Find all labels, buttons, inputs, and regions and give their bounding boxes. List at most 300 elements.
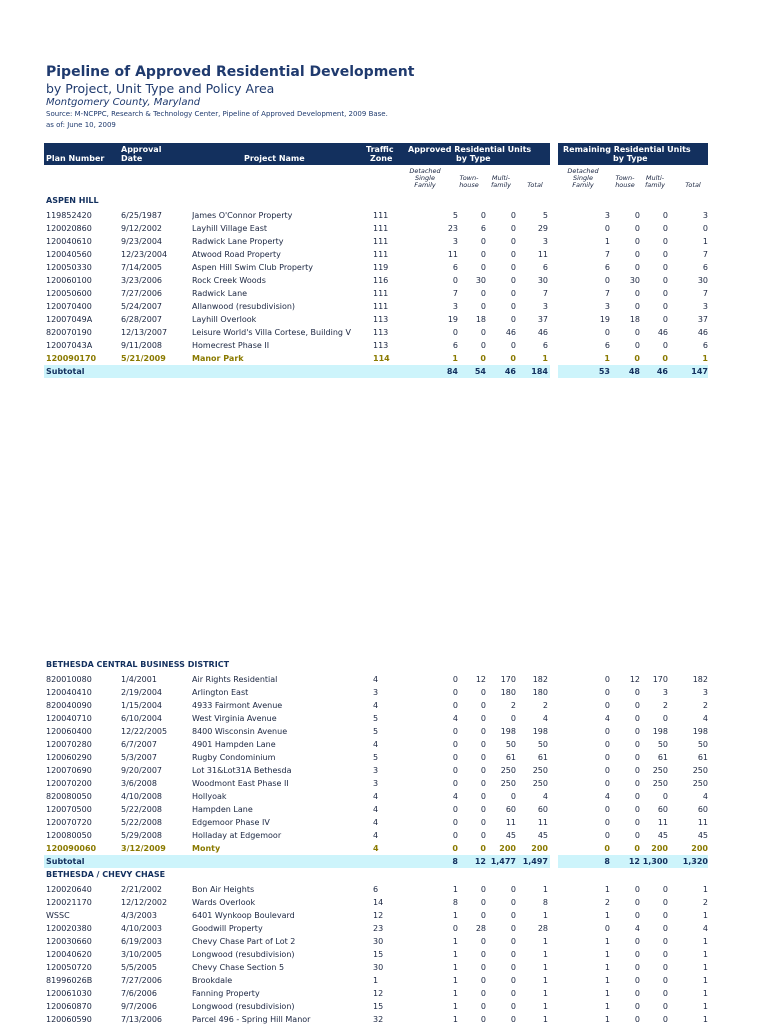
project-name: Radwick Lane <box>192 289 248 298</box>
approved-units-cell: 0 <box>452 818 458 827</box>
approved-units-cell: 45 <box>537 831 548 840</box>
project-name: Edgemoor Phase IV <box>192 818 270 827</box>
remaining-units-cell: 200 <box>691 844 708 853</box>
approved-units-cell: 0 <box>480 354 486 363</box>
approval-date: 3/12/2009 <box>121 844 166 853</box>
approved-units-cell: 250 <box>532 779 548 788</box>
approved-units-cell: 1 <box>542 989 548 998</box>
approved-units-cell: 0 <box>480 1002 486 1011</box>
remaining-units-cell: 0 <box>662 950 668 959</box>
remaining-units-cell: 170 <box>652 675 668 684</box>
approved-units-cell: 0 <box>510 898 516 907</box>
approved-units-cell: 0 <box>510 341 516 350</box>
plan-number: 120090170 <box>46 354 97 363</box>
subhdr-multi-1: Multi- <box>491 174 511 182</box>
project-name: Bon Air Heights <box>192 885 255 894</box>
remaining-units-cell: 7 <box>702 250 708 259</box>
project-name: Atwood Road Property <box>192 250 281 259</box>
traffic-zone: 30 <box>373 963 384 972</box>
remaining-units-cell: 0 <box>662 963 668 972</box>
approved-units-cell: 1 <box>452 1002 458 1011</box>
remaining-units-cell: 0 <box>662 898 668 907</box>
traffic-zone: 4 <box>373 844 379 853</box>
approved-units-cell: 0 <box>480 727 486 736</box>
table-row <box>44 883 708 896</box>
traffic-zone: 3 <box>373 688 379 697</box>
remaining-units-cell: 0 <box>662 911 668 920</box>
approved-units-cell: 0 <box>480 237 486 246</box>
plan-number: 120021170 <box>46 898 92 907</box>
remaining-units-cell: 0 <box>634 688 640 697</box>
plan-number: 120060590 <box>46 1015 92 1024</box>
remaining-units-cell: 0 <box>634 237 640 246</box>
approved-units-cell: 0 <box>452 675 458 684</box>
remaining-units-cell: 1 <box>702 237 708 246</box>
approval-date: 7/27/2006 <box>121 976 163 985</box>
approved-units-cell: 4 <box>542 714 548 723</box>
approved-units-cell: 0 <box>510 885 516 894</box>
approval-date: 6/19/2003 <box>121 937 163 946</box>
remaining-units-cell: 0 <box>604 224 610 233</box>
remaining-units-cell: 1 <box>604 976 610 985</box>
header-approved-2: by Type <box>456 154 491 163</box>
approved-units-cell: 0 <box>452 831 458 840</box>
plan-number: 120050330 <box>46 263 92 272</box>
traffic-zone: 116 <box>373 276 389 285</box>
approval-date: 3/6/2008 <box>121 779 157 788</box>
approved-units-cell: 0 <box>480 844 486 853</box>
remaining-units-cell: 0 <box>604 328 610 337</box>
remaining-units-cell: 1 <box>604 963 610 972</box>
remaining-units-cell: 0 <box>634 963 640 972</box>
traffic-zone: 111 <box>373 237 389 246</box>
traffic-zone: 30 <box>373 937 384 946</box>
subhdr-r-detached-2: Single <box>573 174 593 182</box>
approved-units-cell: 0 <box>510 1015 516 1024</box>
approved-units-cell: 30 <box>537 276 548 285</box>
table-row <box>44 300 708 313</box>
remaining-units-cell: 0 <box>604 701 610 710</box>
approval-date: 3/10/2005 <box>121 950 163 959</box>
remaining-units-cell: 0 <box>634 805 640 814</box>
project-name: Goodwill Property <box>192 924 263 933</box>
subtotal-remaining-cell: 53 <box>598 367 610 376</box>
plan-number: 120070500 <box>46 805 92 814</box>
remaining-units-cell: 0 <box>634 766 640 775</box>
report-county: Montgomery County, Maryland <box>46 97 201 108</box>
remaining-units-cell: 0 <box>634 328 640 337</box>
remaining-units-cell: 0 <box>604 924 610 933</box>
approval-date: 2/21/2002 <box>121 885 163 894</box>
approved-units-cell: 11 <box>447 250 458 259</box>
remaining-units-cell: 3 <box>702 211 708 220</box>
approval-date: 1/15/2004 <box>121 701 163 710</box>
plan-number: 120020640 <box>46 885 92 894</box>
approval-date: 7/14/2005 <box>121 263 163 272</box>
traffic-zone: 15 <box>373 950 384 959</box>
subtotal-remaining-cell: 1,320 <box>682 857 708 866</box>
traffic-zone: 4 <box>373 831 379 840</box>
remaining-units-cell: 3 <box>662 688 668 697</box>
approved-units-cell: 0 <box>510 263 516 272</box>
header-remaining-2: by Type <box>613 154 648 163</box>
table-row <box>44 287 708 300</box>
remaining-units-cell: 0 <box>634 714 640 723</box>
remaining-units-cell: 37 <box>697 315 708 324</box>
remaining-units-cell: 0 <box>604 688 610 697</box>
approved-units-cell: 28 <box>475 924 486 933</box>
approved-units-cell: 198 <box>500 727 516 736</box>
project-name: Arlington East <box>192 688 249 697</box>
table-row <box>44 922 708 935</box>
approved-units-cell: 1 <box>452 911 458 920</box>
approval-date: 5/22/2008 <box>121 805 163 814</box>
remaining-units-cell: 0 <box>662 354 668 363</box>
approved-units-cell: 0 <box>480 976 486 985</box>
project-name: Layhill Village East <box>192 224 268 233</box>
approval-date: 5/24/2007 <box>121 302 163 311</box>
remaining-units-cell: 0 <box>634 354 640 363</box>
traffic-zone: 113 <box>373 341 389 350</box>
approved-units-cell: 0 <box>452 276 458 285</box>
approved-units-cell: 250 <box>500 766 516 775</box>
remaining-units-cell: 7 <box>604 289 610 298</box>
approved-units-cell: 0 <box>510 276 516 285</box>
approved-units-cell: 0 <box>510 976 516 985</box>
header-approval-2: Date <box>121 154 143 163</box>
remaining-units-cell: 0 <box>634 302 640 311</box>
remaining-units-cell: 250 <box>652 766 668 775</box>
approved-units-cell: 0 <box>480 963 486 972</box>
approval-date: 5/21/2009 <box>121 354 166 363</box>
traffic-zone: 113 <box>373 328 389 337</box>
remaining-units-cell: 0 <box>604 766 610 775</box>
approved-units-cell: 28 <box>537 924 548 933</box>
traffic-zone: 111 <box>373 224 389 233</box>
approved-units-cell: 19 <box>447 315 458 324</box>
header-remaining-1: Remaining Residential Units <box>563 145 691 154</box>
remaining-units-cell: 0 <box>634 779 640 788</box>
approved-units-cell: 4 <box>452 714 458 723</box>
approved-units-cell: 6 <box>452 341 458 350</box>
approved-units-cell: 0 <box>510 950 516 959</box>
traffic-zone: 4 <box>373 818 379 827</box>
remaining-units-cell: 4 <box>702 714 708 723</box>
table-row <box>44 935 708 948</box>
remaining-units-cell: 45 <box>697 831 708 840</box>
subhdr-multi-2: family <box>490 181 512 189</box>
approved-units-cell: 0 <box>510 224 516 233</box>
traffic-zone: 4 <box>373 740 379 749</box>
approved-units-cell: 170 <box>500 675 516 684</box>
approval-date: 6/10/2004 <box>121 714 163 723</box>
project-name: West Virginia Avenue <box>192 714 277 723</box>
approved-units-cell: 250 <box>532 766 548 775</box>
approved-units-cell: 0 <box>480 701 486 710</box>
approved-units-cell: 198 <box>532 727 548 736</box>
traffic-zone: 5 <box>373 727 379 736</box>
approved-units-cell: 60 <box>505 805 516 814</box>
remaining-units-cell: 3 <box>702 688 708 697</box>
approved-units-cell: 0 <box>510 911 516 920</box>
approval-date: 12/12/2002 <box>121 898 168 907</box>
plan-number: 120060870 <box>46 1002 92 1011</box>
approved-units-cell: 7 <box>542 289 548 298</box>
project-name: Brookdale <box>192 976 233 985</box>
remaining-units-cell: 0 <box>634 937 640 946</box>
approved-units-cell: 0 <box>510 937 516 946</box>
approved-units-cell: 0 <box>452 328 458 337</box>
remaining-units-cell: 0 <box>634 792 640 801</box>
remaining-units-cell: 7 <box>702 289 708 298</box>
plan-number: 81996026B <box>46 976 93 985</box>
project-name: Hollyoak <box>192 792 227 801</box>
remaining-units-cell: 0 <box>634 885 640 894</box>
traffic-zone: 32 <box>373 1015 384 1024</box>
subtotal-label: Subtotal <box>46 857 85 866</box>
approved-units-cell: 1 <box>452 976 458 985</box>
remaining-units-cell: 3 <box>604 211 610 220</box>
project-name: Aspen Hill Swim Club Property <box>192 263 314 272</box>
approved-units-cell: 46 <box>537 328 548 337</box>
approval-date: 7/13/2006 <box>121 1015 163 1024</box>
section-heading: BETHESDA CENTRAL BUSINESS DISTRICT <box>46 660 230 669</box>
table-row <box>44 673 708 686</box>
remaining-units-cell: 0 <box>604 831 610 840</box>
remaining-units-cell: 0 <box>662 989 668 998</box>
subtotal-approved-cell: 84 <box>446 367 458 376</box>
remaining-units-cell: 0 <box>662 792 668 801</box>
remaining-units-cell: 2 <box>604 898 610 907</box>
plan-number: 12007049A <box>46 315 93 324</box>
approved-units-cell: 4 <box>452 792 458 801</box>
remaining-units-cell: 60 <box>697 805 708 814</box>
remaining-units-cell: 19 <box>599 315 610 324</box>
subtotal-remaining-cell: 46 <box>656 367 668 376</box>
remaining-units-cell: 1 <box>702 911 708 920</box>
remaining-units-cell: 0 <box>662 237 668 246</box>
remaining-units-cell: 0 <box>662 924 668 933</box>
approval-date: 12/23/2004 <box>121 250 168 259</box>
remaining-units-cell: 0 <box>662 341 668 350</box>
approved-units-cell: 6 <box>452 263 458 272</box>
approved-units-cell: 0 <box>452 753 458 762</box>
remaining-units-cell: 0 <box>662 1015 668 1024</box>
approved-units-cell: 0 <box>480 753 486 762</box>
traffic-zone: 23 <box>373 924 384 933</box>
remaining-units-cell: 3 <box>604 302 610 311</box>
traffic-zone: 12 <box>373 911 384 920</box>
report-subtitle: by Project, Unit Type and Policy Area <box>46 81 275 96</box>
approval-date: 9/23/2004 <box>121 237 163 246</box>
project-name: Allanwood (resubdivision) <box>192 302 296 311</box>
approval-date: 1/4/2001 <box>121 675 157 684</box>
remaining-units-cell: 0 <box>634 831 640 840</box>
approved-units-cell: 1 <box>452 885 458 894</box>
remaining-units-cell: 0 <box>604 276 610 285</box>
subtotal-label: Subtotal <box>46 367 85 376</box>
approved-units-cell: 0 <box>510 1002 516 1011</box>
remaining-units-cell: 0 <box>634 224 640 233</box>
header-traffic-2: Zone <box>370 154 393 163</box>
plan-number: 120070400 <box>46 302 92 311</box>
approved-units-cell: 0 <box>510 237 516 246</box>
subtotal-remaining-cell: 1,300 <box>642 857 668 866</box>
plan-number: 120040410 <box>46 688 92 697</box>
remaining-units-cell: 11 <box>697 818 708 827</box>
project-name: Leisure World's Villa Cortese, Building V <box>192 328 351 337</box>
approval-date: 6/25/1987 <box>121 211 163 220</box>
subtotal-remaining-cell: 147 <box>691 367 708 376</box>
approved-units-cell: 5 <box>452 211 458 220</box>
plan-number: 120030660 <box>46 937 92 946</box>
traffic-zone: 4 <box>373 805 379 814</box>
remaining-units-cell: 1 <box>604 1015 610 1024</box>
table-row <box>44 803 708 816</box>
remaining-units-cell: 0 <box>634 727 640 736</box>
plan-number: 120060100 <box>46 276 92 285</box>
remaining-units-cell: 46 <box>697 328 708 337</box>
subtotal-remaining-cell: 12 <box>628 857 640 866</box>
approved-units-cell: 0 <box>480 250 486 259</box>
remaining-units-cell: 0 <box>662 714 668 723</box>
traffic-zone: 111 <box>373 211 389 220</box>
plan-number: 120050720 <box>46 963 92 972</box>
plan-number: WSSC <box>46 911 70 920</box>
approved-units-cell: 50 <box>505 740 516 749</box>
project-name: 4901 Hampden Lane <box>192 740 276 749</box>
approved-units-cell: 0 <box>480 1015 486 1024</box>
remaining-units-cell: 0 <box>662 1002 668 1011</box>
plan-number: 120040710 <box>46 714 92 723</box>
plan-number: 120040620 <box>46 950 92 959</box>
project-name: Longwood (resubdivision) <box>192 950 295 959</box>
traffic-zone: 4 <box>373 701 379 710</box>
remaining-units-cell: 0 <box>662 289 668 298</box>
subhdr-r-town-1: Town- <box>615 174 635 182</box>
approved-units-cell: 0 <box>510 792 516 801</box>
remaining-units-cell: 46 <box>657 328 668 337</box>
approval-date: 5/3/2007 <box>121 753 157 762</box>
traffic-zone: 5 <box>373 753 379 762</box>
remaining-units-cell: 61 <box>657 753 668 762</box>
approved-units-cell: 0 <box>510 315 516 324</box>
approval-date: 5/5/2005 <box>121 963 157 972</box>
project-name: Hampden Lane <box>192 805 253 814</box>
remaining-units-cell: 0 <box>662 885 668 894</box>
table-row <box>44 1013 708 1026</box>
remaining-units-cell: 6 <box>702 263 708 272</box>
plan-number: 119852420 <box>46 211 92 220</box>
approved-units-cell: 180 <box>532 688 548 697</box>
plan-number: 120070200 <box>46 779 92 788</box>
traffic-zone: 4 <box>373 792 379 801</box>
approved-units-cell: 8 <box>452 898 458 907</box>
table-row <box>44 326 708 339</box>
subtotal-remaining-cell: 8 <box>604 857 610 866</box>
remaining-units-cell: 1 <box>702 1015 708 1024</box>
table-row <box>44 987 708 1000</box>
table-row <box>44 764 708 777</box>
approval-date: 9/11/2008 <box>121 341 163 350</box>
approved-units-cell: 12 <box>475 675 486 684</box>
remaining-units-cell: 0 <box>634 740 640 749</box>
approved-units-cell: 0 <box>452 740 458 749</box>
approved-units-cell: 0 <box>480 263 486 272</box>
approved-units-cell: 1 <box>542 354 548 363</box>
remaining-units-cell: 0 <box>604 818 610 827</box>
remaining-units-cell: 60 <box>657 805 668 814</box>
approved-units-cell: 1 <box>452 1015 458 1024</box>
report-title: Pipeline of Approved Residential Development <box>46 64 415 80</box>
project-name: Parcel 496 - Spring Hill Manor <box>192 1015 311 1024</box>
approved-units-cell: 1 <box>452 937 458 946</box>
project-name: Radwick Lane Property <box>192 237 284 246</box>
remaining-units-cell: 1 <box>604 989 610 998</box>
remaining-units-cell: 1 <box>604 950 610 959</box>
project-name: Fanning Property <box>192 989 260 998</box>
remaining-units-cell: 4 <box>604 792 610 801</box>
approved-units-cell: 0 <box>480 341 486 350</box>
table-row <box>44 712 708 725</box>
subhdr-r-detached-1: Detached <box>567 167 599 175</box>
remaining-units-cell: 198 <box>692 727 708 736</box>
traffic-zone: 12 <box>373 989 384 998</box>
remaining-units-cell: 1 <box>604 354 610 363</box>
remaining-units-cell: 0 <box>634 211 640 220</box>
approved-units-cell: 4 <box>542 792 548 801</box>
remaining-units-cell: 30 <box>697 276 708 285</box>
report-source: Source: M-NCPPC, Research & Technology Center, Pipeline of Approved Development, 2009 Base. <box>46 110 388 118</box>
remaining-units-cell: 0 <box>604 805 610 814</box>
table-row <box>44 352 708 365</box>
table-row <box>44 842 708 855</box>
table-row <box>44 313 708 326</box>
approved-units-cell: 0 <box>510 963 516 972</box>
traffic-zone: 15 <box>373 1002 384 1011</box>
table-row <box>44 248 708 261</box>
table-row <box>44 777 708 790</box>
remaining-units-cell: 0 <box>662 263 668 272</box>
approved-units-cell: 0 <box>480 328 486 337</box>
remaining-units-cell: 0 <box>634 250 640 259</box>
project-name: Rock Creek Woods <box>192 276 266 285</box>
traffic-zone: 3 <box>373 766 379 775</box>
approved-units-cell: 1 <box>452 963 458 972</box>
approval-date: 9/7/2006 <box>121 1002 157 1011</box>
remaining-units-cell: 2 <box>702 898 708 907</box>
remaining-units-cell: 61 <box>697 753 708 762</box>
approval-date: 9/12/2002 <box>121 224 163 233</box>
approval-date: 12/22/2005 <box>121 727 168 736</box>
approved-units-cell: 0 <box>480 885 486 894</box>
subtotal-approved-cell: 1,497 <box>522 857 548 866</box>
approved-units-cell: 0 <box>480 779 486 788</box>
plan-number: 120061030 <box>46 989 92 998</box>
remaining-units-cell: 0 <box>662 302 668 311</box>
approved-units-cell: 0 <box>452 701 458 710</box>
project-name: James O'Connor Property <box>192 211 293 220</box>
remaining-units-cell: 18 <box>629 315 640 324</box>
report-as-of: as of: June 10, 2009 <box>46 121 116 129</box>
plan-number: 120020860 <box>46 224 92 233</box>
approved-units-cell: 0 <box>510 302 516 311</box>
remaining-units-cell: 182 <box>692 675 708 684</box>
remaining-units-cell: 6 <box>604 341 610 350</box>
subhdr-r-multi-2: family <box>644 181 666 189</box>
project-name: Wards Overlook <box>192 898 256 907</box>
remaining-units-cell: 0 <box>634 911 640 920</box>
